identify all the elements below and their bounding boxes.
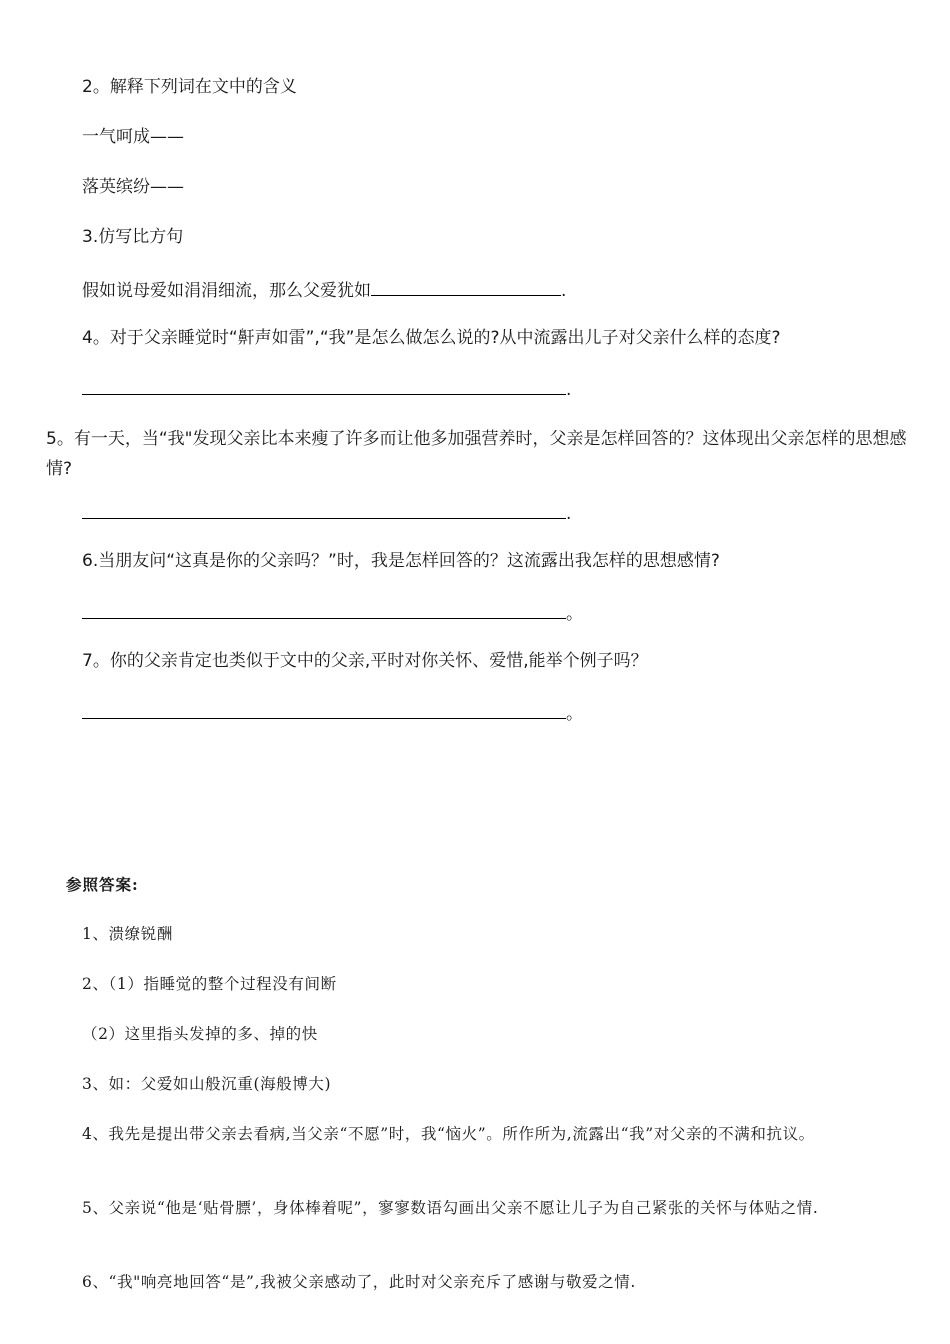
q3-sentence [82, 277, 566, 302]
q6-end: 。 [566, 604, 583, 624]
q4-answer-blank[interactable] [82, 376, 566, 395]
q7-answer-line [82, 700, 583, 725]
q3-end: . [561, 281, 567, 301]
q3-answer-blank[interactable] [371, 277, 561, 296]
q7-text: 7。你的父亲肯定也类似于文中的父亲,平时对你关怀、爱惜,能举个例子吗？ [82, 651, 648, 671]
q6-answer-line [82, 600, 583, 625]
q5-end: . [566, 504, 572, 524]
q2-word1: 一气呵成—— [82, 127, 184, 147]
answer-3: 3、如：父爱如山般沉重(海般博大) [82, 1075, 332, 1093]
q3-text: 假如说母爱如涓涓细流，那么父爱犹如 [82, 281, 371, 301]
q4-text: 4。对于父亲睡觉时“鼾声如雷”,“我”是怎么做怎么说的?从中流露出儿子对父亲什么样的态度? [82, 328, 781, 348]
answer-4: 4、我先是提出带父亲去看病,当父亲“不愿”时，我“恼火”。所作所为,流露出“我”对父亲的不满和抗议。 [82, 1125, 815, 1143]
answer-6: 6、“我"响亮地回答“是”,我被父亲感动了，此时对父亲充斥了感谢与敬爱之情. [82, 1273, 636, 1291]
answer-2-1: 2、（1）指睡觉的整个过程没有间断 [82, 975, 337, 993]
answers-heading: 参照答案: [66, 875, 139, 894]
q3-title: 3.仿写比方句 [82, 227, 184, 247]
q2-title: 2。解释下列词在文中的含义 [82, 77, 297, 97]
q5-text: 5。有一天，当“我"发现父亲比本来瘦了许多而让他多加强营养时，父亲是怎样回答的？这体现出父亲怎样的思想感情? [46, 429, 907, 479]
q7-answer-blank[interactable] [82, 700, 566, 719]
q2-word2: 落英缤纷—— [82, 177, 184, 197]
answer-1: 1、溃缭锐酬 [82, 925, 173, 943]
q6-answer-blank[interactable] [82, 600, 566, 619]
q4-end: . [566, 380, 572, 400]
q6-text: 6.当朋友问“这真是你的父亲吗？”时，我是怎样回答的？这流露出我怎样的思想感情? [82, 551, 720, 571]
q4-answer-line [82, 376, 571, 401]
q7-end: 。 [566, 704, 583, 724]
answer-2-2: （2）这里指头发掉的多、掉的快 [82, 1025, 318, 1043]
q5-answer-line [82, 500, 571, 525]
q5-answer-blank[interactable] [82, 500, 566, 519]
answer-5: 5、父亲说“他是‘贴骨膘’，身体棒着呢”，寥寥数语勾画出父亲不愿让儿子为自己紧张的关怀与体贴之情. [82, 1199, 819, 1217]
